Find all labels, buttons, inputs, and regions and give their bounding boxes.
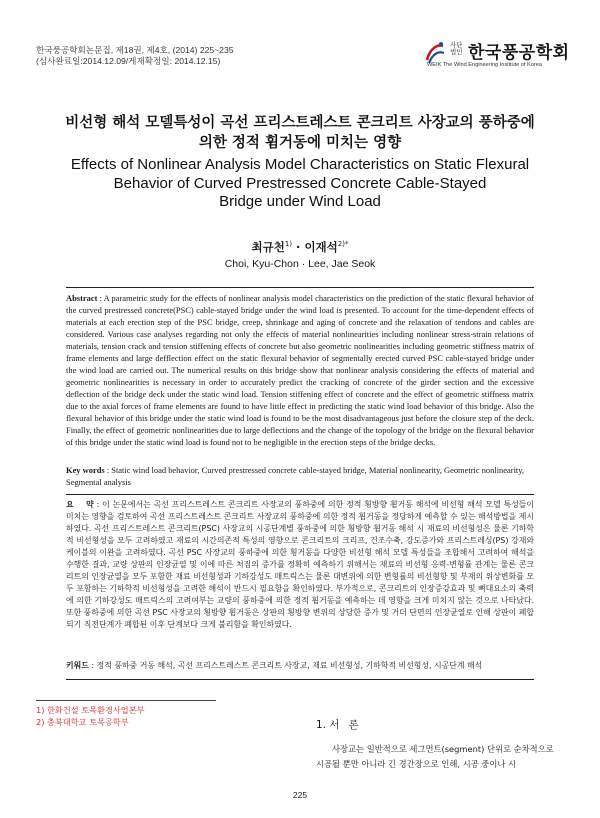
summary-text: 이 논문에서는 곡선 프리스트레스트 콘크리트 사장교의 풍하중에 의한 정적 횡방향 휨거동 해석에 비선형 해석 모델 특성들이 미치는 영향을 검토하여 곡선 프리스트레스트 콘크리트 사장교의 풍하중에 의한 정적 휨거동을 정당하게 예측할 수 있는 해석방법을 제시하였다. 곡선 프리스트레스트 콘크리트(PSC) 사장교의 시공단계별 풍하중에 의한 횡방향 휨거동 해석 시 재료의 비선형성은 물론 기하학적 비선형성을 모두 고려하였고 재료의 시간의존적 특성의 영향으로 콘크리트의 크리프, 건조수축, 강도증가와 프리스트레싱(PS) 강재와 케이블의 이완을 고려하였다. 곡선 PSC 사장교의 풍하중에 의한 횡거동을 다양한 비선형 해석 모델 특성들을 조합해서 고려하여 해석을 수행한 결과, 교량 상판의 인장균열 및 이에 따른 처짐의 증가를 정확히 예측하기 위해서는 재료의 비선형 응력-변형률 관계는 물론 콘크리트의 인장균열을 모두 포함한 재료 비선형성과 기하강성도 매트릭스는 물론 대변위에 의한 변형률의 비선형항 및 부재의 위상변화를 모두 포함하는 기하학적 비선형성을 고려한 해석이 반드시 필요함을 확인하였다. 부가적으로, 콘크리트의 인장증강효과 및 뼈대요소의 축력에 의한 기하강성도 매트릭스의 고려여부는 교량의 풍하중에 의한 정적 휨거동을 예측하는 데 영향을 크게 미치지 않는 것으로 나타났다. 또한 풍하중에 의한 곡선 PSC 사장교의 횡방향 휨거동은 상판의 횡방향 변위의 상당한 증가 및 거더 단면의 인장균열로 인해 상판이 폐합되기 직전단계가 폐합된 이후 단계보다 크게 불리함을 확인하였다. [66, 500, 534, 630]
keywords: Key words : Static wind load behavior, Curved prestressed concrete cable-stayed bridge, Material nonlinearity, Geometric nonlinearity, Segmental analysis [66, 465, 525, 487]
affiliations [36, 704, 145, 728]
body-paragraph: 사장교는 일반적으로 세그먼트(segment) 단위로 순차적으로 시공될 뿐만 아니라 긴 경간장으로 인해, 시공 중이나 시 [316, 744, 554, 769]
korean-keywords-label: 키워드 [66, 661, 89, 670]
top-rule [66, 287, 534, 288]
affiliation-item: 2) 충북대학교 토목공학부 [36, 717, 129, 727]
abstract-text: A parametric study for the effects of nonlinear analysis model characteristics on the prediction of the static flexural behavior of the curved prestressed concrete(PSC) cable-stayed bridge under the wind load is presented. To account for the time-dependent effects of materials at each erection step of the PSC bridge, creep, shrinkage and aging of concrete and the relaxation of tendons and cables are considered. Various case analyses regarding not only the effects of material nonlinearities including nonlinear stress-strain relations of materials, tension crack and tension stiffening effects of concrete but also geometric nonlinearities including geometric stiffness matrix of frame elements and large defflection effect on the static flexural behavior of segmentally erected curved PSC cable-stayed bridge under the wind load are carried out. The numerical results on this bridge show that nonlinear analysis considering the effects of material and geometric nonlinearities is necessary in order to accurately predict the cracking of concrete of the girder section and the excessive deflection of the bridge deck under the static wind load. Tension stiffening effect of concrete and the effect of geometric stiffness matrix due to the axial forces of frame elements are found to have little effect in predicting the static wind load behavior of this bridge. Also the flexural behavior of this bridge under the static wind load is found to be the most disadvantageous just before the closure step of the deck. Finally, the effect of geometric nonlinearities due to large deflections and the change of the topology of the bridge on the flexural behavior of this bridge under the static wind load is found not to be negligible in the erection steps of the bridge decks. [66, 293, 534, 447]
logo-corporate-label: 사단 법인 [450, 42, 463, 56]
logo-subtitle: WEIK The Wind Engineering Institute of Korea [427, 62, 542, 68]
korean-keywords-text: 정적 풍하중 거동 해석, 곡선 프리스트레스트 콘크리트 사장교, 재료 비선형성, 기하학적 비선형성, 시공단계 해석 [96, 661, 483, 670]
keywords-label: Key words [66, 465, 105, 475]
authors-korean: 최규천$^{1)}$ · 이재석$^{2)*}$ [251, 240, 349, 254]
logo-society-name: 한국풍공학회 [468, 43, 570, 63]
bottom-rule [66, 679, 534, 680]
review-dates: (심사완료일:2014.12.09/게재확정일: 2014.12.15) [36, 56, 221, 66]
journal-header [36, 45, 234, 67]
korean-summary: 요 약 : 이 논문에서는 곡선 프리스트레스트 콘크리트 사장교의 풍하중에 의한 정적 횡방향 휨거동 해석에 비선형 해석 모델 특성들이 미치는 영향을 검토하여 곡선 프리스트레스트 콘크리트 사장교의 풍하중에 의한 정적 휨거동을 정당하게 예측할 수 있는 해석방법을 제시하였다. 곡선 프리스트레스트 콘크리트(PSC) 사장교의 시공단계별 풍하중에 의한 횡방향 휨거동 해석 시 재료의 비선형성은 물론 기하학적 비선형성을 모두 고려하였고 재료의 시간의존적 특성의 영향으로 콘크리트의 크리프, 건조수축, 강도증가와 프리스트레싱(PS) 강재와 케이블의 이완을 고려하였다. 곡선 PSC 사장교의 풍하중에 의한 횡거동을 다양한 비선형 해석 모델 특성들을 조합해서 고려하여 해석을 수행한 결과, 교량 상판의 인장균열 및 이에 따른 처짐의 증가를 정확히 예측하기 위해서는 재료의 비선형 응력-변형률 관계는 물론 콘크리트의 인장균열을 모두 포함한 재료 비선형성과 기하강성도 매트릭스는 물론 대변위에 의한 변형률의 비선형항 및 부재의 위상변화를 모두 포함하는 기하학적 비선형성을 고려한 해석이 반드시 필요함을 확인하였다. 부가적으로, 콘크리트의 인장증강효과 및 뼈대요소의 축력에 의한 기하강성도 매트릭스의 고려여부는 교량의 풍하중에 의한 정적 휨거동을 예측하는 데 영향을 크게 미치지 않는 것으로 나타났다. 또한 풍하중에 의한 곡선 PSC 사장교의 횡방향 휨거동은 상판의 횡방향 변위의 상당한 증가 및 거더 단면의 인장균열로 인해 상판이 폐합되기 직전단계가 폐합된 이후 단계보다 크게 불리함을 확인하였다. [66, 500, 534, 630]
authors-english: Choi, Kyu-Chon · Lee, Jae Seok [224, 258, 376, 270]
english-title: Effects of Nonlinear Analysis Model Characteristics on Static Flexural Behavior of Curved Prestressed Concrete Cable-Stayed Bridge under Wind Load [70, 156, 530, 210]
abstract: Abstract : A parametric study for the effects of nonlinear analysis model characteristics on the prediction of the static flexural behavior of the curved prestressed concrete(PSC) cable-stayed bridge under the wind load is presented. To account for the time-dependent effects of materials at each erection step of the PSC bridge, creep, shrinkage and aging of concrete and the relaxation of tendons and cables are considered. Various case analyses regarding not only the effects of material nonlinearities including nonlinear stress-strain relations of materials, tension crack and tension stiffening effects of concrete but also geometric nonlinearities including geometric stiffness matrix of frame elements and large defflection effect on the static flexural behavior of segmentally erected curved PSC cable-stayed bridge under the wind load are carried out. The numerical results on this bridge show that nonlinear analysis considering the effects of material and geometric nonlinearities is necessary in order to accurately predict the cracking of concrete of the girder section and the excessive deflection of the bridge deck under the static wind load. Tension stiffening effect of concrete and the effect of geometric stiffness matrix due to the axial forces of frame elements are found to have little effect in predicting the static wind load behavior of this bridge. Also the flexural behavior of this bridge under the static wind load is found to be the most disadvantageous just before the closure step of the deck. Finally, the effect of geometric nonlinearities due to large deflections and the change of the topology of the bridge on the flexural behavior of this bridge under the static wind load is found not to be negligible in the erection steps of the bridge decks. [66, 293, 534, 447]
journal-citation: 한국풍공학회논문집, 제18권, 제4호, (2014) 225~235 [36, 45, 234, 55]
mid-rule [66, 494, 534, 495]
section-heading: 1. 서론 [316, 719, 368, 731]
society-logo [424, 38, 584, 72]
korean-keywords: 키워드 : 정적 풍하중 거동 해석, 곡선 프리스트레스트 콘크리트 사장교, 재료 비선형성, 기하학적 비선형성, 시공단계 해석 [66, 661, 483, 670]
summary-label: 요 약 [66, 500, 94, 509]
page-number: 225 [292, 790, 308, 800]
footnote-rule [36, 700, 216, 701]
keywords-text: Static wind load behavior, Curved prestressed concrete cable-stayed bridge, Material nonlinearity, Geometric nonlinearity, Segmental analysis [66, 465, 525, 487]
korean-title: 비선형 해석 모델특성이 곡선 프리스트레스트 콘크리트 사장교의 풍하중에 의한 정적 휨거동에 미치는 영향 [65, 115, 535, 151]
affiliation-item: 1) 한화건설 토목환경사업본부 [36, 705, 145, 715]
abstract-label: Abstract [66, 293, 98, 303]
